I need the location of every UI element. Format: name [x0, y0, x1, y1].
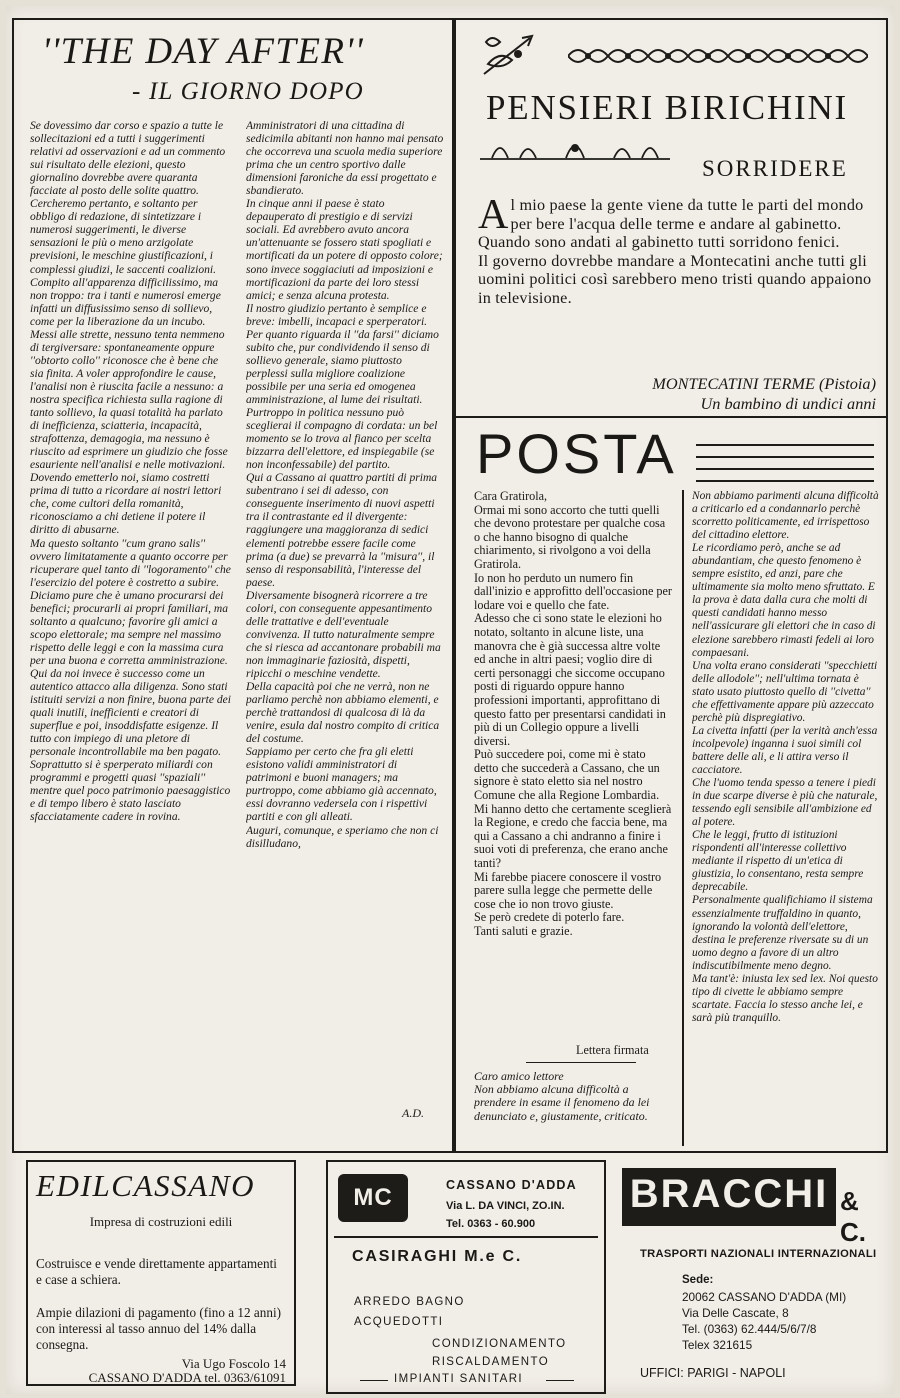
article-paragraph: Sappiamo per certo che fra gli eletti esistono validi amministratori di patrimoni e buoni managers; ma purtroppo, come abbiamo già accennato, essi dovranno vedersela con i rispettivi partiti e con gli alleati.	[246, 746, 437, 824]
ad-bracchi	[622, 1166, 888, 1386]
ad-edilcassano	[26, 1160, 296, 1386]
reply-paragraph: Che l'uomo tenda spesso a tenere i piedi in due scarpe diverse è più che naturale, tessendo egli sensibile all'ambizione ed al potere.	[692, 777, 878, 829]
casiraghi-service: CONDIZIONAMENTO	[432, 1338, 567, 1350]
casiraghi-rule	[546, 1380, 574, 1381]
article-paragraph: Ma questo soltanto ''cum grano salis'' ovvero limitatamente a quanto occorre per ricuperare quel tanto di ''logoramento'' che l'esercizio del potere è costretto a subire.	[30, 537, 231, 589]
posta-letter	[474, 490, 672, 1042]
letter-paragraph: Mi farebbe piacere conoscere il vostro parere sulla legge che permette delle cose che io non trovo giuste.	[474, 869, 662, 911]
reply-paragraph: La civetta infatti (per la verità anch'essa incolpevole) inganna i suoi simili col battere delle ali, e li attira verso il cacciatore.	[692, 724, 878, 776]
reply-paragraph: Non abbiamo parimenti alcuna difficoltà a criticarlo ed a condannarlo perchè scorretto politicamente, ed irrispettoso del cittadino elettore.	[692, 490, 879, 542]
letter-paragraph: Io non ho perduto un numero fin dall'inizio e approfitto dell'occasione per lodare voi e quello che fate.	[474, 570, 672, 612]
casiraghi-rule	[360, 1380, 388, 1381]
newspaper-page	[6, 6, 894, 1394]
drop-cap: A	[478, 192, 509, 238]
article-title: ''THE DAY AFTER''	[42, 31, 365, 72]
article-column-1	[30, 120, 234, 1150]
edil-address: Via Ugo Foscolo 14	[181, 1356, 286, 1371]
bracchi-phone: Tel. (0363) 62.444/5/6/7/8	[682, 1322, 817, 1336]
edil-city-phone: CASSANO D'ADDA tel. 0363/61091	[88, 1370, 286, 1385]
article-paragraph: Qui a Cassano ai quattro partiti di prima subentrano i sei di adesso, con conseguente inserimento di nuovi aspetti tra il contrastante ed il divergente: raggiungere una maggioranza di sedici elementi potrebbe essere facile come prima (a due) se prevarrà la ''misura'', il senso di responsabilità, l'interesse del paese.	[246, 472, 438, 589]
article-subtitle: - IL GIORNO DOPO	[132, 78, 364, 105]
casiraghi-service: ARREDO BAGNO	[354, 1296, 465, 1308]
posta-reply-intro	[474, 1070, 672, 1150]
casiraghi-name: CASIRAGHI M.e C.	[352, 1248, 523, 1265]
scroll-ornament-icon	[568, 42, 868, 70]
article-paragraph: Auguri, comunque, e speriamo che non ci disilludano,	[246, 824, 439, 850]
reply-paragraph: Le ricordiamo però, anche se ad abundantiam, che questo fenomeno è sempre esistito, ed anzi, pare che ultimamente sia molto meno sfruttato. E la prova è data dalla cura che molti di questi candidati hanno messo nell'assicurare gli elettori che in caso di elezione sarebbero rimasti fedeli ai loro compaesani.	[692, 542, 876, 659]
article-paragraph: Diversamente bisognerà ricorrere a tre colori, con conseguente appesantimento delle trattative e dell'eventuale convivenza. Il tutto naturalmente sempre che si riesca ad accantonare probabili ma non immaginarie faziosità, dispetti, ripicchi o meschine vendette.	[246, 589, 441, 680]
casiraghi-rule	[334, 1236, 598, 1238]
letter-paragraph: Può succedere poi, come mi è stato detto che succederà a Cassano, che un signore è stato eletto sia nel nostro Comune che alla Regione Lombardia.	[474, 747, 660, 803]
reply-paragraph: Caro amico lettore	[474, 1070, 564, 1083]
edil-offer: Ampie dilazioni di pagamento (fino a 12 anni) con interessi al tasso annuo del 14% dalla consegna.	[36, 1305, 281, 1352]
pensieri-box	[454, 18, 888, 418]
article-paragraph: Messi alle strette, nessuno tenta nemmeno di tergiversare: spontaneamente oppure ''obtorto collo'' riconosce che è bene che sia finita. A voler approfondire le cause, l'analisi non è riuscita facile a nessuno: a nostra specifica richiesta sulla ragione di tanto sollievo, la quasi totalità ha parlato di inefficienza, sciatteria, incapacità, strafottenza, demagogia, ma nessuno è riuscito ad esprimere un giudizio che fosse esauriente nell'analisi e nelle motivazioni.	[30, 328, 228, 472]
casiraghi-street: Via L. DA VINCI, ZO.IN.	[446, 1200, 565, 1212]
article-column-2	[246, 120, 444, 1150]
letter-paragraph: Cara Gratirola,	[474, 490, 548, 503]
bracchi-logo: BRACCHI	[622, 1168, 836, 1226]
floral-divider-icon	[480, 134, 670, 164]
edil-name: EDILCASSANO	[36, 1168, 256, 1203]
posta-box	[454, 416, 888, 1153]
reply-paragraph: Una volta erano considerati ''specchietti delle allodole''; nell'ultima tornata è stato usato piuttosto quello di ''civetta'' che effettivamente appare più azzeccato perchè più dispregiativo.	[692, 659, 878, 724]
letter-paragraph: Adesso che ci sono state le elezioni ho notato, soltanto in alcune liste, una manovra che è già successa altre volte ed anche in altri paesi; voglio dire di certi personaggi che siccome occupano posti di riguardo oppure hanno professioni importanti, approfittano di questo fatto per presentarsi candidati in più di un Collegio oppure a livelli diversi.	[474, 611, 666, 748]
reply-paragraph: Che le leggi, frutto di istituzioni rispondenti all'interesse collettivo mediante il rispetto di un'etica di giustizia, lo consentano, resta sempre deprecabile.	[692, 829, 864, 894]
posta-rule	[696, 468, 874, 470]
article-paragraph: Purtroppo in politica nessuno può sceglierai il compagno di cordata: un bel momento se lo trova al fianco per scelta bizzarra dell'elettore, ed inspiegabile (se non inconfessabile) del partito.	[246, 407, 438, 472]
posta-reply	[692, 490, 882, 1150]
reply-paragraph: Ma tant'è: iniusta lex sed lex. Noi questo tipo di civette le abbiamo sempre scartate. Faccia lo stesso anche lei, e sarà più tranquillo.	[692, 972, 878, 1024]
article-paragraph: In cinque anni il paese è stato depauperato di prestigio e di servizi sociali. Ed avrebbero avuto ancora un'attenuante se fossero stati spogliati e mortificati da un potere di opposto colore; sono invece soggiaciuti ad imposizioni e mortificazioni da parte dei loro stessi amici; e senza alcuna protesta.	[246, 198, 443, 302]
article-paragraph: Compito all'apparenza difficilissimo, ma non troppo: tra i tanti e numerosi emerge infatti un diffusissimo senso di sollievo, come per la liberazione da un incubo.	[30, 276, 221, 328]
article-paragraph: Qui da noi invece è successo come un autentico attacco alla diligenza. Sono stati istituiti servizi a non finire, buona parte dei quali inutili, inefficienti e creatori di superflue e poi, insoddisfatte esigenze. Il tutto con impiego di una pletore di personale incontrollabile ma ben pagato. Soprattutto si è sperperato miliardi con programmi e progetti quasi ''spaziali'' mentre quel poco patrimonio paesaggistico e di tempo libero è stato lasciato sfacciatamente cadere in rovina.	[30, 667, 231, 824]
reply-paragraph: Non abbiamo alcuna difficoltà a prendere in esame il fenomeno da lei denunciato e, giustamente, criticato.	[474, 1082, 650, 1123]
casiraghi-service: ACQUEDOTTI	[354, 1316, 444, 1328]
bracchi-suffix: & C.	[840, 1186, 866, 1247]
article-paragraph: Della capacità poi che ne verrà, non ne parliamo perchè non abbiamo elementi, e perchè trattandosi di qualcosa di là da venire, esula dal nostro compito di critica del costume.	[246, 681, 440, 746]
bracchi-address: Via Delle Cascate, 8	[682, 1306, 789, 1320]
casiraghi-service: RISCALDAMENTO	[432, 1356, 550, 1368]
posta-rule	[696, 456, 874, 458]
letter-paragraph: Ormai mi sono accorto che tutti quelli che devono protestare per qualche cosa o che hanno bisogno di qualche chiarimento, si rivolgono a voi della Gratirola.	[474, 502, 666, 571]
pensieri-author: Un bambino di undici anni	[700, 394, 876, 413]
reply-paragraph: Personalmente qualifichiamo il sistema essenzialmente truffaldino in quanto, ignorando la volontà dell'elettore, destina le preferenze riversate su di un uomo degno a favore di un altro indiscutibilmente meno degno.	[692, 894, 873, 972]
article-paragraph: Il nostro giudizio pertanto è semplice e breve: imbelli, incapaci e sperperatori.	[246, 302, 428, 328]
letter-paragraph: Tanti saluti e grazie.	[474, 924, 573, 938]
casiraghi-logo: MC	[338, 1174, 408, 1222]
column-divider	[682, 490, 684, 1146]
ad-casiraghi	[326, 1160, 606, 1394]
article-paragraph: Se dovessimo dar corso e spazio a tutte le sollecitazioni ed a tutti i suggerimenti relativi ad osservazioni e ad un commento sui risultato delle elezioni, questo giornalino dovrebbe avere quaranta facciate al posto delle solite quattro. Cercheremo pertanto, e soltanto per obbligo di redazione, di sintetizzare i numerosi suggerimenti, le diverse sensazioni le più o meno arzigolate previsioni, le meschine giustificazioni, i complessi giudizi, le saccenti coalizioni.	[30, 120, 226, 276]
bracchi-address: 20062 CASSANO D'ADDA (MI)	[682, 1290, 847, 1304]
pensieri-place: MONTECATINI TERME (Pistoia)	[652, 374, 876, 393]
article-day-after	[12, 18, 454, 1153]
article-paragraph: Per quanto riguarda il ''da farsi'' diciamo subito che, pur condividendo il senso di sollievo generale, siamo piuttosto perplessi sulla migliore coalizione possibile per una seria ed omogenea amministrazione, al lume dei risultati.	[246, 328, 439, 406]
ornament-icon	[478, 30, 548, 80]
pensieri-title: PENSIERI BIRICHINI	[486, 88, 848, 127]
letter-paragraph: Mi hanno detto che certamente sceglierà la Regione, e credo che faccia bene, ma qui a Cassano a chi andranno a finire i suoi voti di preferenza, che erano anche tanti?	[474, 801, 672, 871]
letter-paragraph: Se però credete di poterlo fare.	[474, 910, 625, 925]
article-paragraph: Amministratori di una cittadina di sedicimila abitanti non hanno mai pensato che occorreva una scuola media superiore prima che un centro sportivo dalle dimensioni faroniche da essi progettato e sbandierato.	[246, 120, 444, 198]
casiraghi-phone: Tel. 0363 - 60.900	[446, 1218, 536, 1230]
reply-divider	[526, 1062, 636, 1063]
bracchi-tagline: TRASPORTI NAZIONALI INTERNAZIONALI	[640, 1248, 877, 1260]
posta-rule	[696, 480, 874, 482]
letter-signature: Lettera firmata	[576, 1044, 649, 1057]
article-paragraph: Dovendo emetterlo noi, siamo costretti prima di tutto a ricordare ai nostri lettori che, come cultori della romanità, riconosciamo a chi detiene il potere il diritto di abusarne.	[30, 472, 222, 537]
bracchi-telex: Telex 321615	[682, 1338, 753, 1352]
pensieri-subtitle: SORRIDERE	[702, 156, 848, 181]
posta-title: POSTA	[476, 422, 677, 485]
casiraghi-service: IMPIANTI SANITARI	[394, 1373, 524, 1385]
pensieri-text: Al mio paese la gente viene da tutte le parti del mondo per bere l'acqua delle terme e andare al gabinetto. Quando sono andati al gabinetto tutti sorridono fenici. Il governo dovrebbe mandare a Montecatini anche tutti gli uomini politici così sarebbero meno tristi quando appaiono in televisione.	[478, 192, 872, 307]
article-paragraph: Diciamo pure che è umano procurarsi dei benefici; procurarli ai propri familiari, ma soltanto a qualcuno; favorire gli amici a scopo elettorale; ma sempre nel massimo rispetto delle leggi e con la massima cura per una buona e corretta amministrazione.	[30, 589, 228, 667]
edil-desc: Costruisce e vende direttamente appartamenti e case a schiera.	[36, 1256, 277, 1287]
article-signature: A.D.	[402, 1106, 424, 1120]
casiraghi-city: CASSANO D'ADDA	[446, 1178, 577, 1192]
bracchi-sede-label: Sede:	[682, 1274, 714, 1286]
edil-tagline: Impresa di costruzioni edili	[89, 1214, 233, 1229]
bracchi-uffici: UFFICI: PARIGI - NAPOLI	[640, 1366, 786, 1380]
posta-rule	[696, 444, 874, 446]
